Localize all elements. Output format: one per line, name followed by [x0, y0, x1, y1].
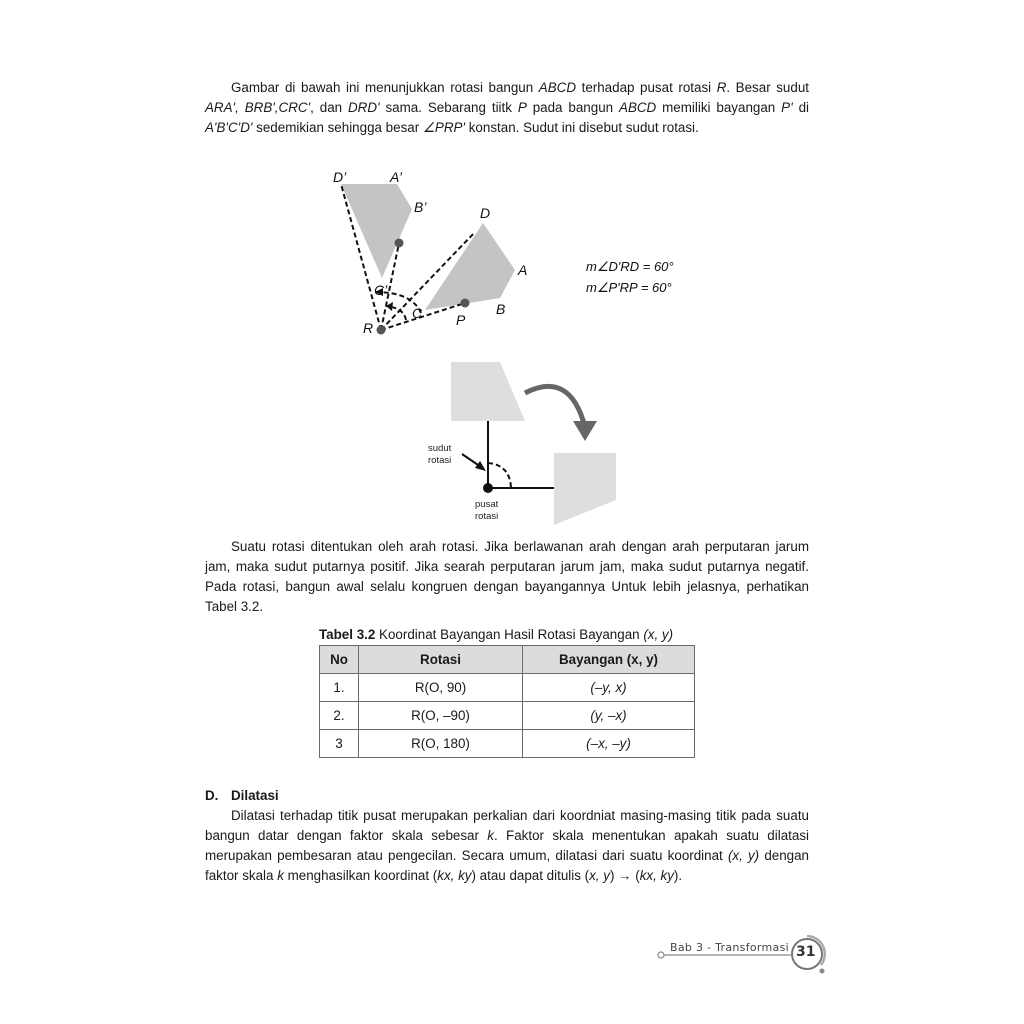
rotation-table	[319, 645, 695, 758]
angle-label-line2: rotasi	[428, 455, 452, 466]
cell-bayangan: (–y, x)	[523, 674, 695, 702]
label-d: D	[480, 205, 491, 221]
table-row	[320, 730, 695, 758]
rotation-direction-arrow	[525, 386, 585, 427]
cell-no: 1.	[320, 674, 359, 702]
chapter-label: Bab 3 - Transformasi	[670, 941, 789, 954]
cell-no: 3	[320, 730, 359, 758]
header-rotasi: Rotasi	[359, 646, 523, 674]
center-point	[483, 483, 493, 493]
rotation-arrowhead	[573, 421, 597, 441]
label-b: B	[496, 301, 506, 317]
dilatation-paragraph: Dilatasi terhadap titik pusat merupakan perkalian dari koordniat masing-masing titik pada suatu bangun datar dengan faktor skala sebesar k. Faktor skala menentukan apakah suatu dilatasi merupakan pembesaran atau pengecilan. Secara umum, dilatasi dari suatu koordinat (x, y) dengan faktor skala k menghasilkan koordinat (kx, ky) atau dapat ditulis (x, y) → (kx, ky).	[205, 808, 809, 883]
page-footer	[655, 935, 835, 975]
rotation-direction-paragraph: Suatu rotasi ditentukan oleh arah rotasi. Jika berlawanan arah dengan arah perputaran jarum jam, maka sudut putarnya positif. Jika searah perputaran jarum jam, maka sudut putarnya negatif. Pada rotasi, bangun awal selalu kongruen dengan bayangannya Untuk lebih jelasnya, perhatikan Tabel 3.2.	[205, 539, 809, 614]
equation-angle-drd: m∠D'RD = 60°	[586, 259, 674, 274]
section-heading	[205, 788, 279, 803]
cell-rotasi: R(O, 90)	[359, 674, 523, 702]
equation-angle-prp: m∠P'RP = 60°	[586, 280, 672, 295]
point-p-prime	[395, 239, 404, 248]
cell-bayangan: (y, –x)	[523, 702, 695, 730]
label-r: R	[363, 320, 374, 336]
cell-no: 2.	[320, 702, 359, 730]
label-c: C	[412, 305, 423, 321]
angle-label-line1: sudut	[428, 443, 452, 454]
angle-arc	[488, 463, 511, 488]
table-header-row	[320, 646, 695, 674]
section-title: Dilatasi	[231, 788, 279, 803]
page-number: 31	[796, 944, 816, 960]
header-no: No	[320, 646, 359, 674]
initial-shape	[451, 362, 525, 421]
footer-line-end-dot	[658, 952, 664, 958]
center-label-line1: pusat	[475, 499, 499, 510]
rotation-concept-diagram	[410, 355, 630, 530]
image-shape-abcd-prime	[341, 184, 412, 278]
cell-rotasi: R(O, 180)	[359, 730, 523, 758]
table-row	[320, 702, 695, 730]
table-caption: Tabel 3.2 Koordinat Bayangan Hasil Rotasi Bayangan (x, y)	[319, 627, 674, 642]
center-label-line2: rotasi	[475, 511, 499, 522]
label-c-prime: C’	[374, 282, 388, 298]
label-b-prime: B’	[414, 199, 427, 215]
rotation-diagram	[320, 160, 720, 345]
label-d-prime: D’	[333, 169, 347, 185]
pointer-arrowhead	[475, 461, 486, 471]
label-p: P	[456, 312, 466, 328]
point-p	[461, 299, 470, 308]
cell-bayangan: (–x, –y)	[523, 730, 695, 758]
intro-paragraph: Gambar di bawah ini menunjukkan rotasi bangun ABCD terhadap pusat rotasi R. Besar sudut ARA', BRB',CRC', dan DRD' sama. Sebarang tiitk P pada bangun ABCD memiliki bayangan P' di A'B'C'D' sedemikian sehingga besar ∠PRP' konstan. Sudut ini disebut sudut rotasi.	[205, 80, 809, 135]
section-number: D.	[205, 788, 219, 803]
page-badge-dot	[820, 969, 825, 974]
label-a-prime: A’	[390, 169, 402, 185]
cell-rotasi: R(O, –90)	[359, 702, 523, 730]
header-bayangan: Bayangan (x, y)	[523, 646, 695, 674]
rotated-shape	[554, 453, 616, 525]
label-a: A	[518, 262, 528, 278]
table-row	[320, 674, 695, 702]
point-r	[377, 326, 386, 335]
